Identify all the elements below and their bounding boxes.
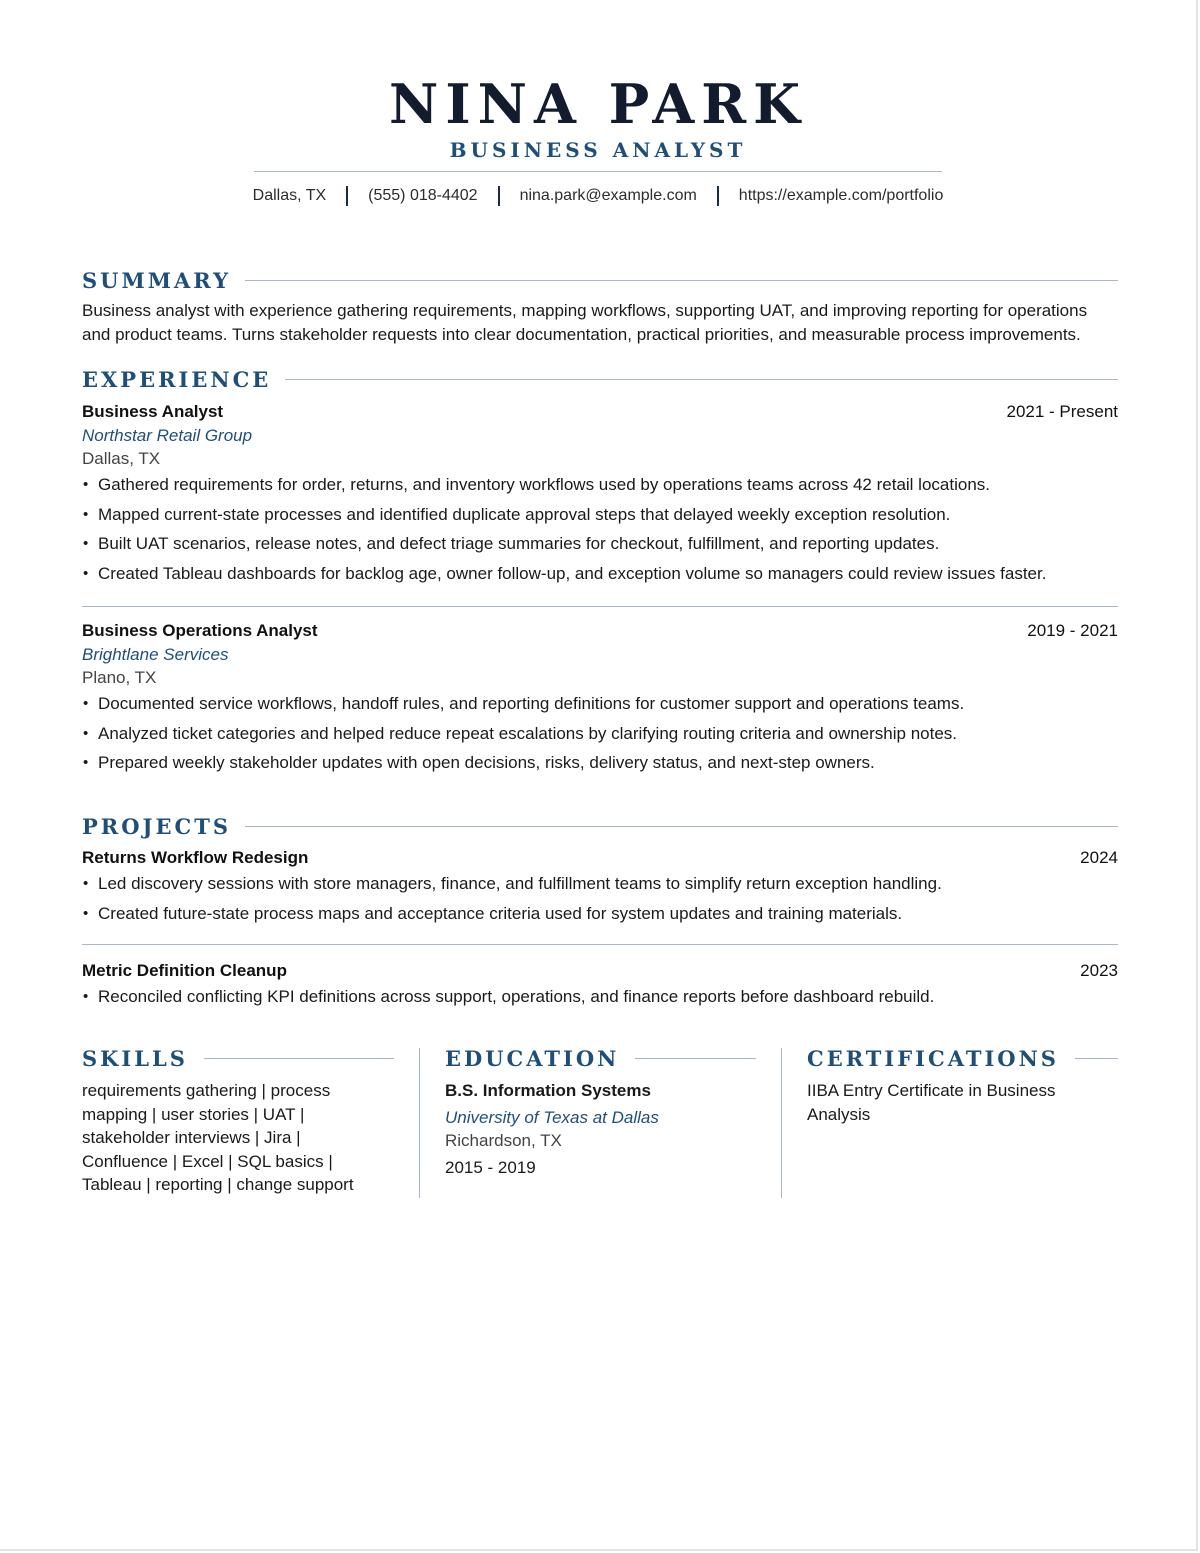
contact-location: Dallas, TX — [252, 187, 327, 204]
section-rule — [204, 1058, 394, 1059]
skills-line: requirements gathering | process — [82, 1081, 331, 1100]
experience-heading-row — [82, 367, 1118, 392]
education-heading — [445, 1046, 756, 1071]
list-item: • Built UAT scenarios, release notes, and defect triage summaries for checkout, fulfillment, and reporting updates. — [82, 534, 1118, 553]
list-item: • Reconciled conflicting KPI definitions across support, operations, and finance reports before dashboard rebuild. — [82, 987, 1118, 1006]
skills-line: Confluence | Excel | SQL basics | — [82, 1151, 333, 1171]
list-item: • Created future-state process maps and acceptance criteria used for system updates and training materials. — [82, 904, 1118, 923]
education-details — [445, 1079, 756, 1179]
contact-separator — [498, 186, 500, 206]
section-rule — [245, 280, 1118, 281]
section-title: EXPERIENCE — [82, 367, 272, 392]
entry-divider — [82, 606, 1118, 607]
list-item: • Created Tableau dashboards for backlog age, owner follow-up, and exception volume so managers could review issues faster. — [82, 564, 1118, 583]
education-location: Richardson, TX — [445, 1131, 562, 1150]
contact-phone: (555) 018-4402 — [368, 187, 478, 204]
job-dates: 2021 - Present — [1006, 402, 1118, 421]
summary-heading — [82, 268, 1118, 293]
job-bullets — [82, 475, 1118, 583]
project-entry — [82, 848, 1118, 933]
education-section — [445, 1046, 756, 1198]
list-item: • Analyzed ticket categories and helped reduce repeat escalations by clarifying routing criteria and ownership notes. — [82, 724, 1118, 743]
section-title: EDUCATION — [445, 1046, 620, 1071]
job-role: Business Analyst — [82, 402, 224, 421]
skills-section — [82, 1046, 394, 1198]
project-bullets — [82, 874, 1118, 923]
project-year: 2024 — [1080, 848, 1118, 867]
experience-entry — [82, 621, 1118, 783]
education-degree: B.S. Information Systems — [445, 1081, 651, 1100]
summary-text: Business analyst with experience gathering requirements, mapping workflows, supporting UAT, and improving reporting for operations and product teams. Turns stakeholder requests into clear documentation, practical priorities, and measurable process improvements. — [82, 301, 1088, 344]
contact-website[interactable]: https://example.com/portfolio — [738, 187, 944, 204]
project-year: 2023 — [1080, 961, 1118, 980]
summary-section — [82, 268, 1118, 347]
section-rule — [1075, 1058, 1118, 1059]
section-rule — [285, 379, 1118, 380]
contact-bar — [0, 186, 1196, 206]
section-title: SKILLS — [82, 1046, 188, 1071]
list-item: • Led discovery sessions with store managers, finance, and fulfillment teams to simplify return exception handling. — [82, 874, 1118, 893]
section-rule — [635, 1058, 756, 1059]
education-dates: 2015 - 2019 — [445, 1157, 536, 1177]
candidate-title: BUSINESS ANALYST — [449, 138, 747, 162]
certifications-heading — [807, 1046, 1118, 1071]
experience-entry — [82, 402, 1118, 593]
project-entry — [82, 961, 1118, 1017]
skills-line: stakeholder interviews | Jira | — [82, 1128, 301, 1147]
certification-line: Analysis — [807, 1104, 871, 1124]
projects-heading — [82, 814, 1118, 839]
job-company: Northstar Retail Group — [82, 426, 253, 445]
list-item: • Mapped current-state processes and identified duplicate approval steps that delayed weekly exception resolution. — [82, 505, 1118, 524]
experience-heading — [82, 367, 1118, 392]
contact-separator — [346, 186, 348, 206]
contact-email[interactable]: nina.park@example.com — [519, 187, 697, 204]
project-bullets — [82, 987, 1118, 1006]
list-item: • Documented service workflows, handoff rules, and reporting definitions for customer support and operations teams. — [82, 694, 1118, 713]
projects-heading-row — [82, 814, 1118, 839]
skills-line: Tableau | reporting | change support — [82, 1175, 354, 1194]
project-name: Returns Workflow Redesign — [82, 848, 309, 867]
job-company: Brightlane Services — [82, 645, 229, 664]
job-dates: 2019 - 2021 — [1027, 621, 1118, 640]
list-item: • Gathered requirements for order, returns, and inventory workflows used by operations teams across 42 retail locations. — [82, 475, 1118, 494]
education-school: University of Texas at Dallas — [445, 1107, 659, 1127]
job-bullets — [82, 694, 1118, 772]
candidate-name: NINA PARK — [388, 72, 808, 136]
skills-heading — [82, 1046, 394, 1071]
list-item: • Prepared weekly stakeholder updates with open decisions, risks, delivery status, and next-step owners. — [82, 753, 1118, 772]
section-title: PROJECTS — [82, 814, 231, 839]
header-divider — [254, 171, 942, 172]
project-name: Metric Definition Cleanup — [82, 961, 287, 980]
certifications-section — [807, 1046, 1118, 1198]
job-location: Plano, TX — [82, 668, 157, 687]
skills-list — [82, 1079, 394, 1197]
certification-line: IIBA Entry Certificate in Business — [807, 1081, 1056, 1100]
contact-separator — [717, 186, 719, 206]
bottom-columns — [82, 1046, 1118, 1198]
column-divider — [419, 1048, 420, 1198]
job-role: Business Operations Analyst — [82, 621, 318, 640]
resume-header — [0, 0, 1196, 206]
section-rule — [245, 826, 1118, 827]
column-divider — [781, 1048, 782, 1198]
certifications-list — [807, 1079, 1118, 1126]
section-title: CERTIFICATIONS — [807, 1046, 1059, 1071]
entry-divider — [82, 944, 1118, 945]
job-location: Dallas, TX — [82, 449, 161, 468]
skills-line: mapping | user stories | UAT | — [82, 1104, 305, 1124]
section-title: SUMMARY — [82, 268, 232, 293]
